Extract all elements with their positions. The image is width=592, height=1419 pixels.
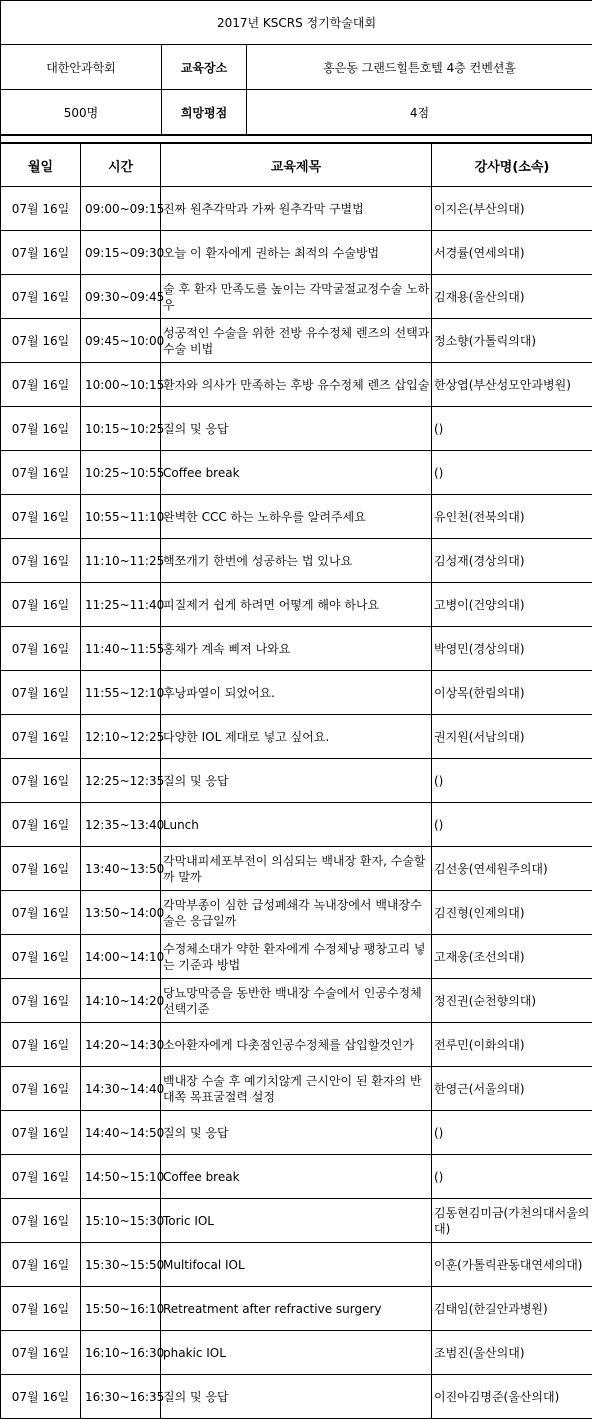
session-speaker: 고병이(건양의대) bbox=[432, 583, 592, 627]
session-speaker: 김재용(울산의대) bbox=[432, 275, 592, 319]
session-speaker: 이상목(한림의대) bbox=[432, 671, 592, 715]
table-row bbox=[1, 319, 592, 363]
session-date: 07월 16일 bbox=[1, 495, 81, 539]
session-title: 피질제거 쉽게 하려면 어떻게 해야 하나요 bbox=[161, 583, 432, 627]
table-row bbox=[1, 847, 592, 891]
session-time: 15:50~16:10 bbox=[81, 1287, 161, 1331]
session-date: 07월 16일 bbox=[1, 803, 81, 847]
session-date: 07월 16일 bbox=[1, 451, 81, 495]
session-date: 07월 16일 bbox=[1, 1331, 81, 1375]
table-row bbox=[1, 715, 592, 759]
session-title: 질의 및 응답 bbox=[161, 1375, 432, 1419]
table-row bbox=[1, 1155, 592, 1199]
session-title: Retreatment after refractive surgery bbox=[161, 1287, 432, 1331]
session-time: 14:50~15:10 bbox=[81, 1155, 161, 1199]
session-speaker: 한영근(서울의대) bbox=[432, 1067, 592, 1111]
session-date: 07월 16일 bbox=[1, 407, 81, 451]
session-speaker: 이훈(가톨릭관동대연세의대) bbox=[432, 1243, 592, 1287]
column-header-row bbox=[1, 144, 592, 187]
session-time: 10:15~10:25 bbox=[81, 407, 161, 451]
session-date: 07월 16일 bbox=[1, 715, 81, 759]
table-row bbox=[1, 1111, 592, 1155]
session-speaker: 이지은(부산의대) bbox=[432, 187, 592, 231]
session-title: 완벽한 CCC 하는 노하우를 알려주세요 bbox=[161, 495, 432, 539]
table-row bbox=[1, 407, 592, 451]
points: 4점 bbox=[247, 90, 592, 135]
points-label: 희망평점 bbox=[162, 90, 247, 135]
session-time: 10:55~11:10 bbox=[81, 495, 161, 539]
session-speaker: () bbox=[432, 1155, 592, 1199]
session-date: 07월 16일 bbox=[1, 583, 81, 627]
session-title: Lunch bbox=[161, 803, 432, 847]
session-speaker: 김태임(한길안과병원) bbox=[432, 1287, 592, 1331]
col-title-header: 교육제목 bbox=[161, 144, 432, 187]
table-row bbox=[1, 891, 592, 935]
session-speaker: 전루민(이화의대) bbox=[432, 1023, 592, 1067]
session-title: 수정체소대가 약한 환자에게 수정체낭 팽창고리 넣는 기준과 방법 bbox=[161, 935, 432, 979]
table-row bbox=[1, 187, 592, 231]
table-row bbox=[1, 1199, 592, 1243]
session-time: 16:10~16:30 bbox=[81, 1331, 161, 1375]
session-date: 07월 16일 bbox=[1, 1243, 81, 1287]
table-row bbox=[1, 1375, 592, 1419]
session-time: 09:00~09:15 bbox=[81, 187, 161, 231]
session-date: 07월 16일 bbox=[1, 1111, 81, 1155]
session-time: 14:20~14:30 bbox=[81, 1023, 161, 1067]
session-speaker: 고재웅(조선의대) bbox=[432, 935, 592, 979]
event-title: 2017년 KSCRS 정기학술대회 bbox=[1, 1, 592, 45]
session-date: 07월 16일 bbox=[1, 1199, 81, 1243]
session-title: 당뇨망막증을 동반한 백내장 수술에서 인공수정체 선택기준 bbox=[161, 979, 432, 1023]
table-row bbox=[1, 759, 592, 803]
session-title: 환자와 의사가 만족하는 후방 유수정체 렌즈 삽입술 bbox=[161, 363, 432, 407]
session-title: Coffee break bbox=[161, 1155, 432, 1199]
table-row bbox=[1, 583, 592, 627]
session-title: 성공적인 수술을 위한 전방 유수정체 렌즈의 선택과 수술 비법 bbox=[161, 319, 432, 363]
table-row bbox=[1, 803, 592, 847]
organizer: 대한안과학회 bbox=[1, 45, 162, 90]
session-time: 09:30~09:45 bbox=[81, 275, 161, 319]
session-title: Toric IOL bbox=[161, 1199, 432, 1243]
session-date: 07월 16일 bbox=[1, 627, 81, 671]
session-title: 백내장 수술 후 예기치않게 근시안이 된 환자의 반대쪽 목표굴절력 설정 bbox=[161, 1067, 432, 1111]
table-row bbox=[1, 1067, 592, 1111]
session-title: 후낭파열이 되었어요. bbox=[161, 671, 432, 715]
session-speaker: 김선웅(연세원주의대) bbox=[432, 847, 592, 891]
session-speaker: 정소향(가톨릭의대) bbox=[432, 319, 592, 363]
session-date: 07월 16일 bbox=[1, 539, 81, 583]
session-speaker: () bbox=[432, 803, 592, 847]
session-date: 07월 16일 bbox=[1, 1155, 81, 1199]
session-time: 14:30~14:40 bbox=[81, 1067, 161, 1111]
session-date: 07월 16일 bbox=[1, 1023, 81, 1067]
capacity: 500명 bbox=[1, 90, 162, 135]
session-date: 07월 16일 bbox=[1, 275, 81, 319]
session-date: 07월 16일 bbox=[1, 319, 81, 363]
session-date: 07월 16일 bbox=[1, 187, 81, 231]
schedule-table bbox=[0, 143, 592, 1419]
table-row bbox=[1, 1023, 592, 1067]
session-title: Coffee break bbox=[161, 451, 432, 495]
session-date: 07월 16일 bbox=[1, 891, 81, 935]
table-row bbox=[1, 1287, 592, 1331]
table-row bbox=[1, 627, 592, 671]
session-speaker: 이진아김명준(울산의대) bbox=[432, 1375, 592, 1419]
session-date: 07월 16일 bbox=[1, 1375, 81, 1419]
gap-cell bbox=[1, 136, 592, 143]
venue-label: 교육장소 bbox=[162, 45, 247, 90]
table-row bbox=[1, 979, 592, 1023]
session-title: 소아환자에게 다촛점인공수정체를 삽입할것인가 bbox=[161, 1023, 432, 1067]
session-speaker: 한상엽(부산성모안과병원) bbox=[432, 363, 592, 407]
session-title: 홍채가 계속 삐져 나와요 bbox=[161, 627, 432, 671]
session-date: 07월 16일 bbox=[1, 759, 81, 803]
section-gap bbox=[0, 135, 592, 143]
table-row bbox=[1, 1331, 592, 1375]
session-title: phakic IOL bbox=[161, 1331, 432, 1375]
venue: 홍은동 그랜드힐튼호텔 4층 컨벤션홀 bbox=[247, 45, 592, 90]
session-speaker: 박영민(경상의대) bbox=[432, 627, 592, 671]
session-speaker: () bbox=[432, 451, 592, 495]
session-title: 각막내피세포부전이 의심되는 백내장 환자, 수술할까 말까 bbox=[161, 847, 432, 891]
session-title: 오늘 이 환자에게 권하는 최적의 수술방법 bbox=[161, 231, 432, 275]
session-title: 각막부종이 심한 급성폐쇄각 녹내장에서 백내장수술은 응급일까 bbox=[161, 891, 432, 935]
table-row bbox=[1, 1243, 592, 1287]
session-title: 다양한 IOL 제대로 넣고 싶어요. bbox=[161, 715, 432, 759]
session-speaker: 김진형(인제의대) bbox=[432, 891, 592, 935]
table-row bbox=[1, 671, 592, 715]
session-title: 핵쪼개기 한번에 성공하는 법 있나요 bbox=[161, 539, 432, 583]
session-time: 10:25~10:55 bbox=[81, 451, 161, 495]
session-time: 15:30~15:50 bbox=[81, 1243, 161, 1287]
session-time: 14:40~14:50 bbox=[81, 1111, 161, 1155]
session-time: 12:25~12:35 bbox=[81, 759, 161, 803]
table-row bbox=[1, 935, 592, 979]
table-row bbox=[1, 275, 592, 319]
session-speaker: 정진권(순천향의대) bbox=[432, 979, 592, 1023]
col-time-header: 시간 bbox=[81, 144, 161, 187]
session-date: 07월 16일 bbox=[1, 979, 81, 1023]
session-title: Multifocal IOL bbox=[161, 1243, 432, 1287]
col-date-header: 월일 bbox=[1, 144, 81, 187]
table-row bbox=[1, 539, 592, 583]
session-time: 13:40~13:50 bbox=[81, 847, 161, 891]
table-row bbox=[1, 363, 592, 407]
session-date: 07월 16일 bbox=[1, 847, 81, 891]
session-speaker: 서경률(연세의대) bbox=[432, 231, 592, 275]
session-date: 07월 16일 bbox=[1, 1067, 81, 1111]
session-speaker: 김성재(경상의대) bbox=[432, 539, 592, 583]
table-row bbox=[1, 451, 592, 495]
session-time: 14:00~14:10 bbox=[81, 935, 161, 979]
session-time: 11:55~12:10 bbox=[81, 671, 161, 715]
session-time: 11:10~11:25 bbox=[81, 539, 161, 583]
session-date: 07월 16일 bbox=[1, 671, 81, 715]
session-time: 10:00~10:15 bbox=[81, 363, 161, 407]
session-speaker: () bbox=[432, 759, 592, 803]
session-date: 07월 16일 bbox=[1, 935, 81, 979]
schedule-body bbox=[1, 144, 592, 1419]
session-title: 질의 및 응답 bbox=[161, 1111, 432, 1155]
session-title: 술 후 환자 만족도를 높이는 각막굴절교정수술 노하우 bbox=[161, 275, 432, 319]
session-speaker: 유인천(전북의대) bbox=[432, 495, 592, 539]
session-time: 14:10~14:20 bbox=[81, 979, 161, 1023]
session-date: 07월 16일 bbox=[1, 231, 81, 275]
session-time: 11:40~11:55 bbox=[81, 627, 161, 671]
session-speaker: 권지원(서남의대) bbox=[432, 715, 592, 759]
table-row bbox=[1, 495, 592, 539]
session-title: 질의 및 응답 bbox=[161, 759, 432, 803]
session-time: 12:10~12:25 bbox=[81, 715, 161, 759]
table-row bbox=[1, 231, 592, 275]
session-time: 09:15~09:30 bbox=[81, 231, 161, 275]
session-title: 질의 및 응답 bbox=[161, 407, 432, 451]
session-date: 07월 16일 bbox=[1, 363, 81, 407]
session-time: 09:45~10:00 bbox=[81, 319, 161, 363]
session-time: 12:35~13:40 bbox=[81, 803, 161, 847]
session-time: 16:30~16:35 bbox=[81, 1375, 161, 1419]
session-speaker: () bbox=[432, 1111, 592, 1155]
session-date: 07월 16일 bbox=[1, 1287, 81, 1331]
session-speaker: 김동현김미금(가천의대서울의대) bbox=[432, 1199, 592, 1243]
session-speaker: () bbox=[432, 407, 592, 451]
course-info-table bbox=[0, 0, 592, 135]
session-time: 13:50~14:00 bbox=[81, 891, 161, 935]
session-title: 진짜 원추각막과 가짜 원추각막 구별법 bbox=[161, 187, 432, 231]
col-speaker-header: 강사명(소속) bbox=[432, 144, 592, 187]
session-time: 15:10~15:30 bbox=[81, 1199, 161, 1243]
session-speaker: 조범진(울산의대) bbox=[432, 1331, 592, 1375]
session-time: 11:25~11:40 bbox=[81, 583, 161, 627]
